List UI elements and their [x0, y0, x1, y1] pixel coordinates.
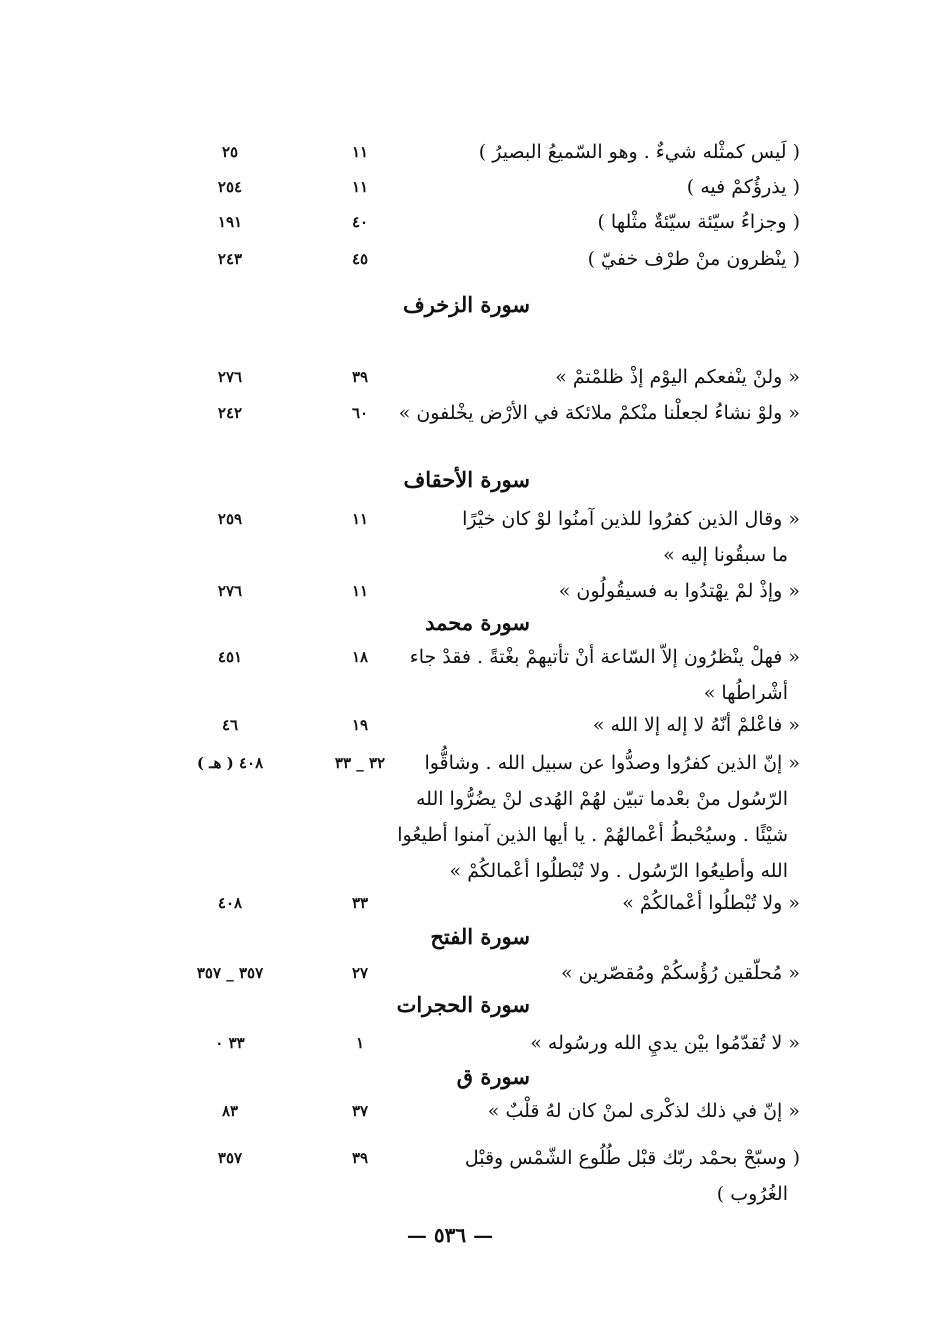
- verse-text: ( ينْظرون منْ طرْف خفيّ ): [587, 248, 800, 270]
- page-reference: ٤٠٨ ( هـ ): [196, 754, 264, 772]
- page-reference: ٣٥٧ _ ٣٥٧: [196, 964, 264, 982]
- page-reference: ٣٣ ٠: [215, 1034, 245, 1052]
- verse-text: « ولنْ ينْفعكم اليوْم إذْ ظلمْتمْ »: [555, 366, 800, 388]
- verse-number: ١١: [351, 178, 369, 196]
- verse-number: ٣٢ _ ٣٣: [334, 754, 386, 772]
- verse-number: ٤٠: [351, 213, 369, 231]
- verse-text: « ولا تُبْطلُوا أعْمالكُمْ »: [622, 892, 800, 914]
- verse-number: ٣٩: [351, 368, 369, 386]
- verse-text-continuation: أشْراطُها »: [703, 682, 788, 704]
- verse-text: « فهلْ ينْظرُون إلاّ السّاعة أنْ تأتيهمْ بغْتةً . فقدْ جاء: [409, 646, 800, 668]
- surah-heading-hujurat: سورة الحجرات: [396, 992, 530, 1017]
- page-reference: ٢٥٤: [217, 178, 243, 196]
- verse-text-continuation: الرّسُول منْ بعْدما تبيّن لهُمْ الهُدى لنْ يضُرُّوا الله: [415, 788, 788, 810]
- page-reference: ٣٥٧: [217, 1149, 243, 1167]
- verse-number: ٣٩: [351, 1149, 369, 1167]
- verse-number: ٣٣: [351, 894, 369, 912]
- verse-text: « فاعْلمْ أنّهُ لا إله إلا الله »: [592, 714, 800, 736]
- verse-text-continuation: شيْئًا . وسيُحْبطُ أعْمالهُمْ . يا أيها الذين آمنوا أطيعُوا: [397, 824, 788, 846]
- verse-number: ٤٥: [351, 250, 369, 268]
- verse-number: ٣٧: [351, 1102, 369, 1120]
- page-number: — ٥٣٦ —: [406, 1223, 494, 1247]
- surah-heading-qaf: سورة ق: [456, 1064, 530, 1089]
- verse-text: ( يذرؤُكمْ فيه ): [686, 176, 800, 198]
- page-reference: ١٩١: [217, 213, 243, 231]
- page-reference: ٤٠٨: [217, 894, 243, 912]
- page-reference: ٢٧٦: [217, 368, 243, 386]
- verse-text-continuation: ما سبقُونا إليه »: [663, 544, 788, 566]
- verse-text: « وقال الذين كفرُوا للذين آمنُوا لوْ كان خيْرًا: [462, 508, 800, 530]
- page-reference: ٤٦: [221, 716, 239, 734]
- verse-text: « ولوْ نشاءُ لجعلْنا منْكمْ ملائكة في الأرْض يخْلفون »: [398, 402, 800, 424]
- verse-text: « إنّ الذين كفرُوا وصدُّوا عن سبيل الله . وشاقُّوا: [424, 752, 800, 774]
- verse-text: ( لَيس كمثْله شيءٌ . وهو السّميعُ البصيرُ ): [478, 141, 800, 163]
- surah-heading-ahqaf: سورة الأحقاف: [403, 467, 530, 492]
- verse-text: ( وسبّحْ بحمْد ربّك قبْل طُلُوع الشّمْس وقبْل: [464, 1147, 800, 1169]
- verse-number: ٦٠: [351, 404, 369, 422]
- page-reference: ٢٤٣: [217, 250, 243, 268]
- surah-heading-fath: سورة الفتح: [430, 924, 530, 949]
- page-reference: ٢٥٩: [217, 510, 243, 528]
- verse-number: ١٨: [351, 648, 369, 666]
- verse-number: ١١: [351, 582, 369, 600]
- verse-number: ١٩: [351, 716, 369, 734]
- verse-number: ١١: [351, 510, 369, 528]
- page-reference: ٢٤٢: [217, 404, 243, 422]
- verse-text: ( وجزاءُ سيّئة سيّئةٌ مثْلها ): [597, 211, 800, 233]
- page-reference: ٢٧٦: [217, 582, 243, 600]
- verse-text-continuation: الغُرُوب ): [716, 1183, 788, 1205]
- verse-number: ١١: [351, 143, 369, 161]
- surah-heading-muhammad: سورة محمد: [425, 610, 530, 635]
- page-reference: ٢٥: [221, 143, 239, 161]
- verse-text-continuation: الله وأطيعُوا الرّسُول . ولا تُبْطلُوا أعْمالكُمْ »: [449, 860, 788, 882]
- verse-number: ٢٧: [351, 964, 369, 982]
- verse-number: ١: [355, 1034, 365, 1052]
- page-reference: ٨٣: [221, 1102, 239, 1120]
- surah-heading-zukhruf: سورة الزخرف: [402, 292, 530, 317]
- page-reference: ٤٥١: [217, 648, 243, 666]
- verse-text: « مُحلّقين رُؤُسكُمْ ومُقصّرين »: [560, 962, 800, 984]
- verse-text: « إنّ في ذلك لذكْرى لمنْ كان لهُ قلْبٌ »: [487, 1100, 800, 1122]
- verse-text: « وإذْ لمْ يهْتدُوا به فسيقُولُون »: [558, 580, 800, 602]
- verse-text: « لا تُقدّمُوا بيْن يديِ الله ورسُوله »: [530, 1032, 800, 1054]
